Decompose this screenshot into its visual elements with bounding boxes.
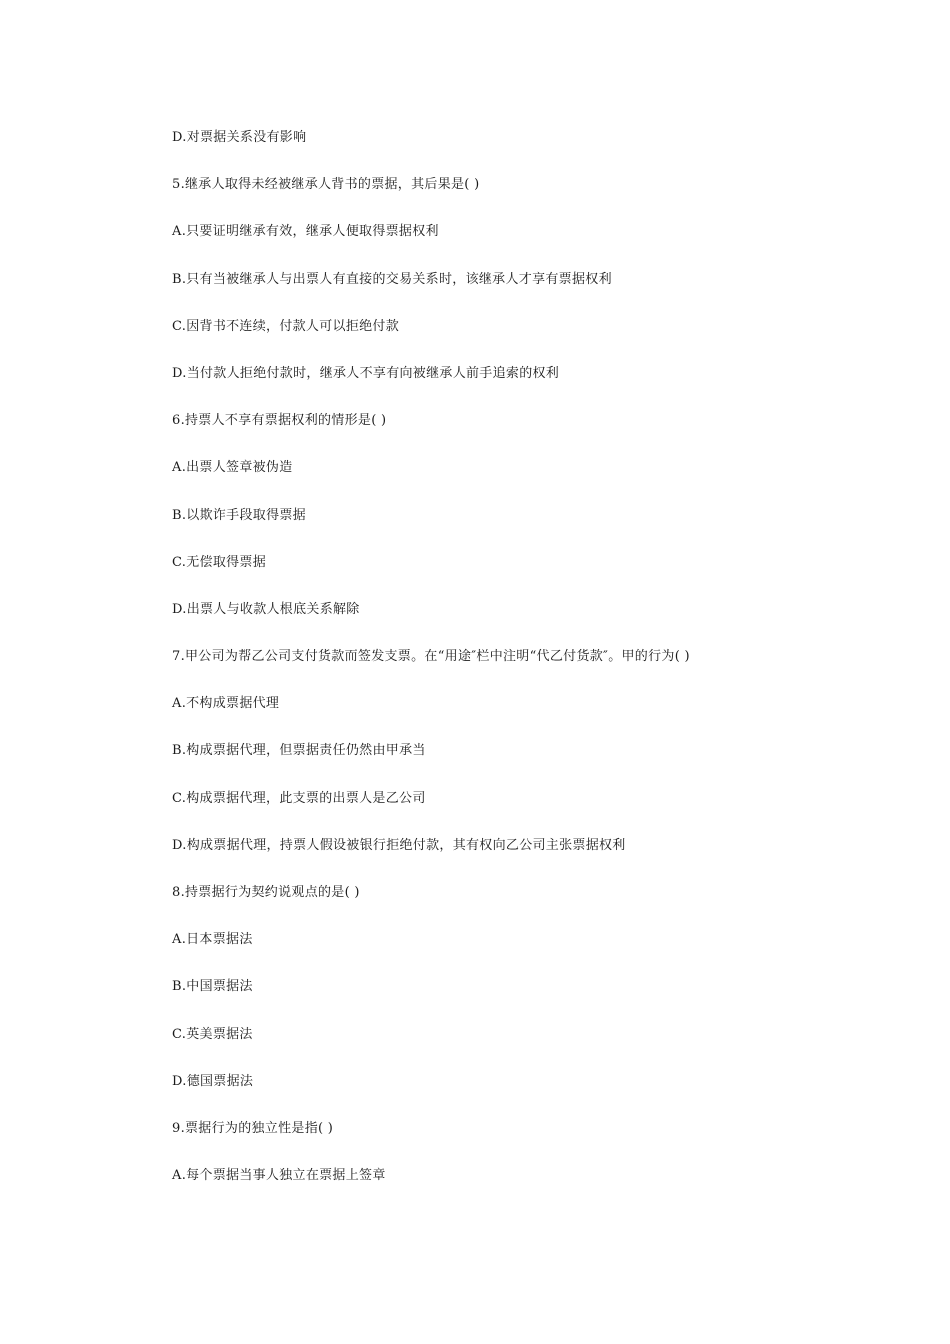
option-line: B.以欺诈手段取得票据 [172, 507, 306, 523]
option-line: B.中国票据法 [172, 979, 253, 995]
option-line: A.日本票据法 [172, 932, 253, 948]
question-line: 9.票据行为的独立性是指( ) [172, 1120, 334, 1136]
option-line: B.构成票据代理，但票据责任仍然由甲承当 [172, 743, 426, 759]
option-line: A.每个票据当事人独立在票据上签章 [172, 1168, 386, 1184]
option-line: C.无偿取得票据 [172, 554, 267, 570]
option-line: D.德国票据法 [172, 1073, 254, 1089]
option-line: D.构成票据代理，持票人假设被银行拒绝付款，其有权向乙公司主张票据权利 [172, 837, 626, 853]
option-line: A.不构成票据代理 [172, 696, 280, 712]
document-body [172, 124, 892, 1209]
question-line: 5.继承人取得未经被继承人背书的票据，其后果是( ) [172, 177, 480, 193]
question-line: 8.持票据行为契约说观点的是( ) [172, 885, 360, 900]
option-line: C.构成票据代理，此支票的出票人是乙公司 [172, 790, 426, 806]
option-line: B.只有当被继承人与出票人有直接的交易关系时，该继承人才享有票据权利 [172, 271, 612, 287]
option-line: A.只要证明继承有效，继承人便取得票据权利 [172, 224, 439, 240]
option-line: D.对票据关系没有影响 [172, 130, 307, 145]
option-line: A.出票人签章被伪造 [172, 460, 293, 476]
question-line: 7.甲公司为帮乙公司支付货款而签发支票。在“用途″栏中注明“代乙付货款″。甲的行为( ) [172, 649, 690, 665]
option-line: D.当付款人拒绝付款时，继承人不享有向被继承人前手追索的权利 [172, 365, 560, 381]
option-line: D.出票人与收款人根底关系解除 [172, 601, 360, 617]
question-line: 6.持票人不享有票据权利的情形是( ) [172, 413, 387, 429]
option-line: C.英美票据法 [172, 1026, 253, 1042]
option-line: C.因背书不连续，付款人可以拒绝付款 [172, 318, 400, 334]
